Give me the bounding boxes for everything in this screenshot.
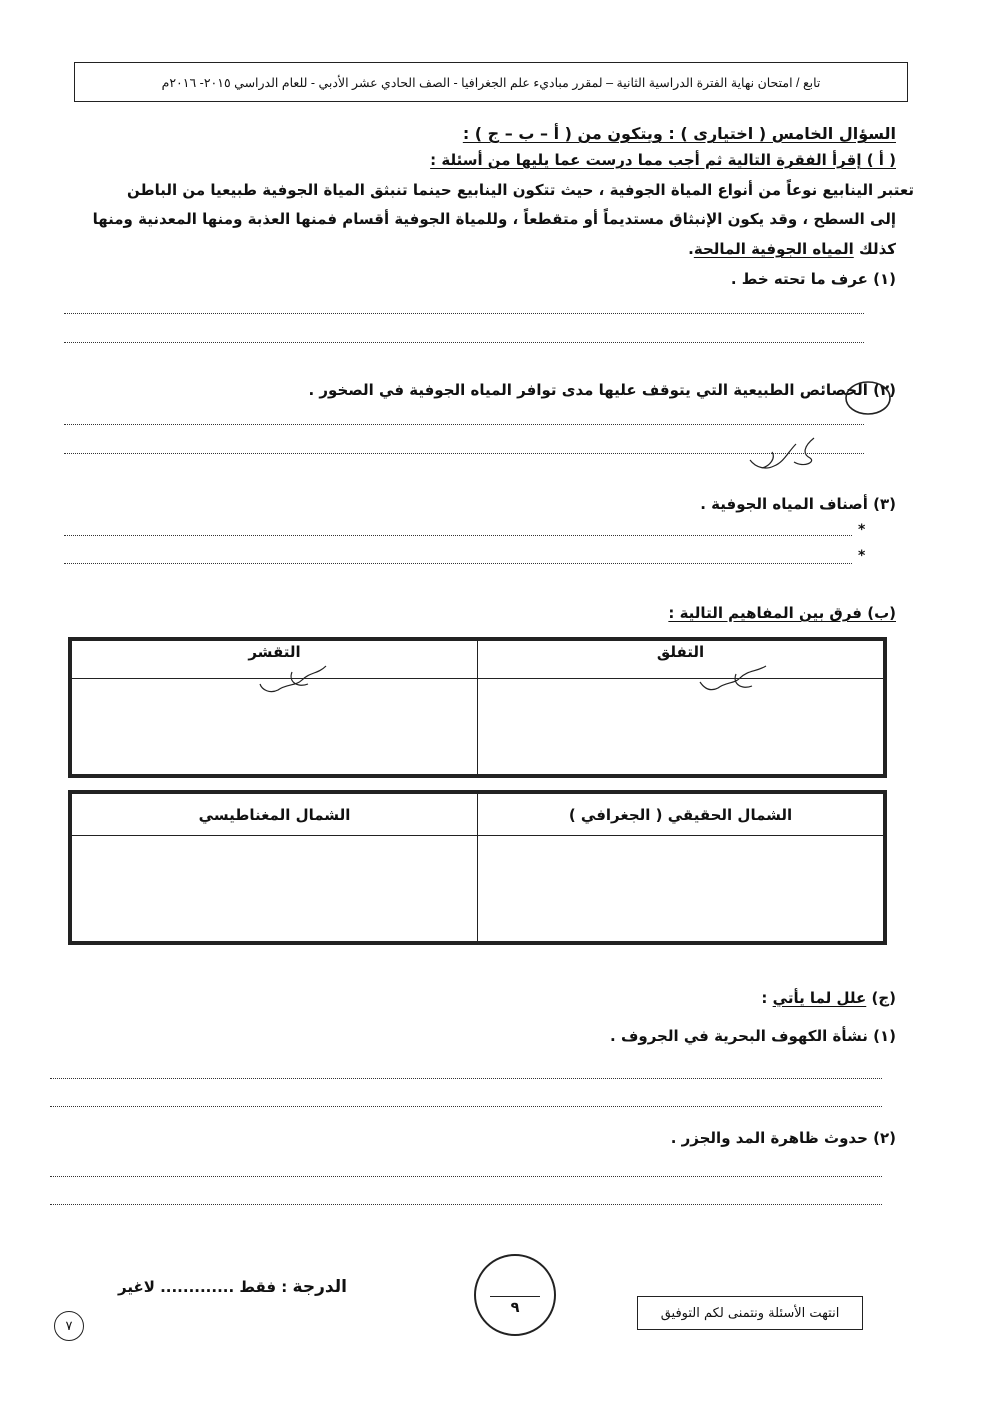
page-number (54, 1311, 84, 1341)
answer-line-a1-1[interactable] (64, 313, 864, 314)
answer-line-c2-2[interactable] (50, 1204, 882, 1205)
answer-line-c1-2[interactable] (50, 1106, 882, 1107)
handwritten-deleted-mark (744, 432, 824, 482)
score-circle (474, 1254, 556, 1336)
comparison-table-2 (68, 790, 887, 945)
answer-line-a2-1[interactable] (64, 424, 864, 425)
page-number-text: ٧ (65, 1318, 73, 1334)
paragraph-line-2: إلى السطح ، وقد يكون الإنبثاق مستديماً أو متقطعاً ، وللمياة الجوفية أقسام فمنها العذبة ومنها المعدنية ومنها (92, 210, 896, 228)
table2-header-left: الشمال المغناطيسي (72, 794, 478, 836)
question-a1: (١) عرف ما تحته خط . (730, 270, 896, 288)
end-note: انتهت الأسئلة ونتمنى لكم التوفيق (660, 1305, 840, 1321)
paragraph-line-1: تعتبر الينابيع نوعاً من أنواع المياة الجوفية ، حيث تتكون الينابيع حينما تنبثق المياة الجوفية طبيعيا من الباطن (127, 181, 914, 199)
part-b-title: (ب) فرق بين المفاهيم التالية : (668, 604, 896, 622)
end-note-box (637, 1296, 863, 1330)
answer-line-a3-2[interactable] (64, 563, 852, 564)
question-a2-number: (٢) (873, 381, 896, 399)
score-total: ٩ (510, 1300, 520, 1316)
bullet-2: * (858, 548, 866, 564)
answer-line-a1-2[interactable] (64, 342, 864, 343)
paragraph-line-3 (688, 240, 896, 258)
handwritten-mark-table1-left (256, 662, 336, 696)
score-divider (490, 1296, 540, 1297)
paragraph-line-3-suffix: . (688, 240, 694, 258)
answer-line-c1-1[interactable] (50, 1078, 882, 1079)
answer-line-c2-1[interactable] (50, 1176, 882, 1177)
table1-header-right: التفلق (478, 641, 884, 679)
table2-answer-right[interactable] (478, 836, 884, 942)
grade-line (118, 1277, 347, 1297)
grader-circle-mark (838, 380, 898, 420)
part-c-title-prefix: (ج) (866, 989, 896, 1007)
part-c-title (761, 989, 896, 1007)
question-c1: (١) نشأة الكهوف البحرية في الجروف . (610, 1027, 896, 1045)
part-c-title-underlined: علل لما يأتي (772, 989, 867, 1007)
answer-line-a3-1[interactable] (64, 535, 852, 536)
question-title: السؤال الخامس ( اختيارى ) : ويتكون من ( أ – ب – ج ) : (462, 124, 896, 143)
part-c-title-suffix: : (761, 989, 773, 1007)
question-c2: (٢) حدوث ظاهرة المد والجزر . (670, 1129, 896, 1147)
question-a2 (308, 381, 896, 399)
table2-header-right: الشمال الحقيقي ( الجغرافي ) (478, 794, 884, 836)
comparison-table-1 (68, 637, 887, 778)
underlined-term: المياه الجوفية المالحة (693, 240, 854, 258)
table2-answer-left[interactable] (72, 836, 478, 942)
question-a3: (٣) أصناف المياه الجوفية . (700, 495, 896, 513)
table1-header-left: التقشر (72, 641, 478, 679)
part-a-instruction: ( أ ) إقرأ الفقرة التالية ثم أجب مما درست عما يليها من أسئلة : (430, 151, 896, 169)
handwritten-mark-table1-right (696, 662, 776, 696)
grade-label: الدرجة (292, 1277, 347, 1297)
question-a2-text: الخصائص الطبيعية التي يتوقف عليها مدى توافر المياه الجوفية في الصخور . (308, 381, 868, 399)
exam-header (74, 62, 908, 102)
exam-header-text: تابع / امتحان نهاية الفترة الدراسية الثانية – لمقرر مباديء علم الجغرافيا - الصف الحادي عشر الأدبي - للعام الدراسي ٢٠١٥- ٢٠١٦م (161, 75, 821, 90)
table1-answer-right[interactable] (478, 679, 884, 775)
bullet-1: * (858, 522, 866, 538)
paragraph-line-3-prefix: كذلك (853, 240, 896, 258)
grade-text: : فقط ............. لاغير (118, 1278, 288, 1296)
